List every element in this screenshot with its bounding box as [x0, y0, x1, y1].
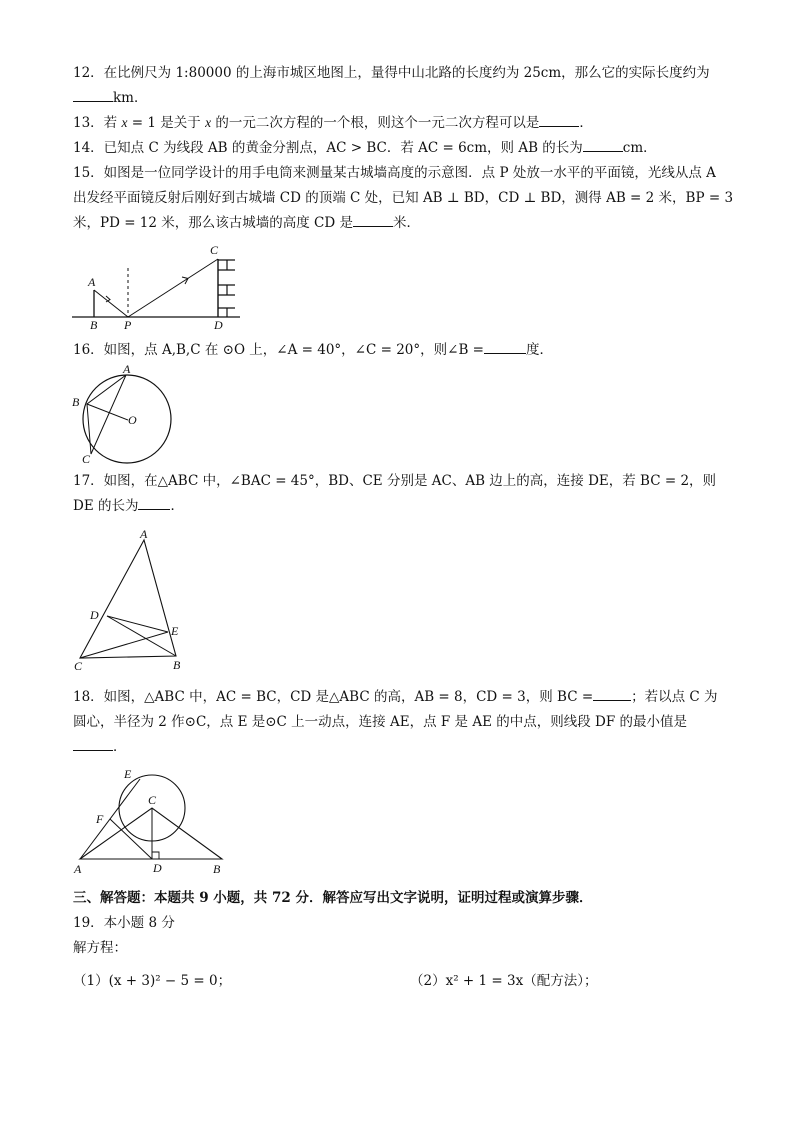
- segment-de: [107, 616, 168, 632]
- answer-blank[interactable]: [353, 214, 393, 227]
- label-d: D: [153, 861, 162, 875]
- q18-line3-end: ．: [113, 739, 127, 755]
- label-b: B: [173, 658, 181, 672]
- label-e: E: [124, 767, 132, 781]
- q19-header: 19．本小题 8 分: [73, 915, 175, 931]
- q18-figure: [72, 765, 232, 880]
- label-d: D: [90, 608, 99, 622]
- altitude-bd: [107, 616, 176, 656]
- q18-line1: [73, 688, 718, 706]
- label-a: A: [123, 362, 131, 376]
- q16-line: [73, 341, 553, 359]
- q12-line2: [73, 89, 147, 107]
- q17-figure: [72, 528, 192, 673]
- circle-o: [83, 375, 171, 463]
- label-a: A: [74, 862, 82, 876]
- label-c: C: [148, 793, 157, 807]
- q14-end: cm．: [622, 140, 657, 156]
- q19-instruction: 解方程：: [73, 940, 127, 956]
- q18-line1a: 18．如图，△ABC 中，AC = BC，CD 是△ABC 的高，AB = 8，CD = 3，则 BC =: [73, 689, 594, 705]
- q15-line3-end: 米．: [393, 215, 421, 231]
- answer-blank[interactable]: [73, 738, 113, 751]
- right-angle-mark: [152, 852, 159, 859]
- chords: [87, 375, 126, 454]
- q19-part1: （1）(x + 3)² − 5 = 0；: [73, 973, 232, 989]
- answer-blank[interactable]: [583, 139, 623, 152]
- q15-figure: [70, 240, 250, 335]
- label-d: D: [214, 318, 223, 332]
- label-p: P: [124, 318, 132, 332]
- q12-unit: km．: [113, 90, 148, 106]
- light-ray-in: [94, 290, 128, 317]
- q15-line2: 出发经平面镜反射后刚好到古城墙 CD 的顶端 C 处，已知 AB ⊥ BD，CD ⊥ BD，测得 AB = 2 米，BP = 3: [73, 190, 734, 206]
- q16-end: 度．: [526, 342, 553, 358]
- q19-part2: （2）x² + 1 = 3x（配方法）；: [410, 973, 598, 989]
- q13-var: x: [121, 115, 128, 130]
- label-b: B: [72, 395, 80, 409]
- light-ray-out: [128, 259, 218, 317]
- q16-figure: [68, 362, 178, 467]
- answer-blank[interactable]: [138, 497, 170, 510]
- segment-fd: [110, 819, 152, 859]
- section-title: 三、解答题：本题共 9 小题，共 72 分．解答应写出文字说明，证明过程或演算步骤．: [73, 890, 593, 906]
- q12-line1: 12．在比例尺为 1:80000 的上海市城区地图上，量得中山北路的长度约为 25cm，那么它的实际长度约为: [73, 65, 710, 81]
- label-a: A: [140, 527, 148, 541]
- q15-line1: 15．如图是一位同学设计的用手电筒来测量某古城墙高度的示意图．点 P 处放一水平的平面镜，光线从点 A: [73, 165, 716, 181]
- q17-line2-end: ．: [170, 498, 184, 514]
- q15-line3: [73, 214, 420, 232]
- label-e: E: [171, 624, 179, 638]
- q14-text: 14．已知点 C 为线段 AB 的黄金分割点，AC > BC．若 AC = 6cm，则 AB 的长为: [73, 140, 583, 156]
- label-b: B: [213, 862, 221, 876]
- q18-line2: 圆心，半径为 2 作⊙C，点 E 是⊙C 上一动点，连接 AE，点 F 是 AE 的中点，则线段 DF 的最小值是: [73, 714, 687, 730]
- q15-line3-text: 米，PD = 12 米，那么该古城墙的高度 CD 是: [73, 215, 354, 231]
- altitude-ce: [80, 632, 168, 658]
- q13-suffix: 的一元二次方程的一个根，则这个一元二次方程可以是: [211, 115, 540, 131]
- wall-bricks: [218, 260, 235, 317]
- triangle-abc: [80, 540, 176, 658]
- q16-text: 16．如图，点 A,B,C 在 ⊙O 上，∠A = 40°，∠C = 20°，则∠B =: [73, 342, 484, 358]
- q14-line: [73, 139, 657, 157]
- q17-line2-text: DE 的长为: [73, 498, 139, 514]
- q13-var2: x: [205, 115, 212, 130]
- label-c: C: [82, 452, 91, 466]
- q13-line: [73, 114, 593, 132]
- q17-line1: 17．如图，在△ABC 中，∠BAC = 45°，BD、CE 分别是 AC、AB 边上的高，连接 DE，若 BC = 2，则: [73, 473, 717, 489]
- label-f: F: [96, 812, 104, 826]
- arrow-in: [106, 296, 110, 302]
- answer-blank[interactable]: [484, 341, 526, 354]
- answer-blank[interactable]: [593, 688, 631, 701]
- q13-prefix: 13．若: [73, 115, 118, 131]
- q18-line3: [73, 738, 127, 756]
- label-c: C: [74, 659, 83, 673]
- label-c: C: [210, 243, 219, 257]
- q18-line1b: ；若以点 C 为: [631, 689, 718, 705]
- label-o: O: [128, 413, 137, 427]
- label-a: A: [88, 275, 96, 289]
- q13-eq: = 1 是关于: [127, 115, 206, 131]
- answer-blank[interactable]: [539, 114, 579, 127]
- q17-line2: [73, 497, 184, 515]
- q13-end: ．: [579, 115, 593, 131]
- answer-blank[interactable]: [73, 89, 113, 102]
- label-b: B: [90, 318, 98, 332]
